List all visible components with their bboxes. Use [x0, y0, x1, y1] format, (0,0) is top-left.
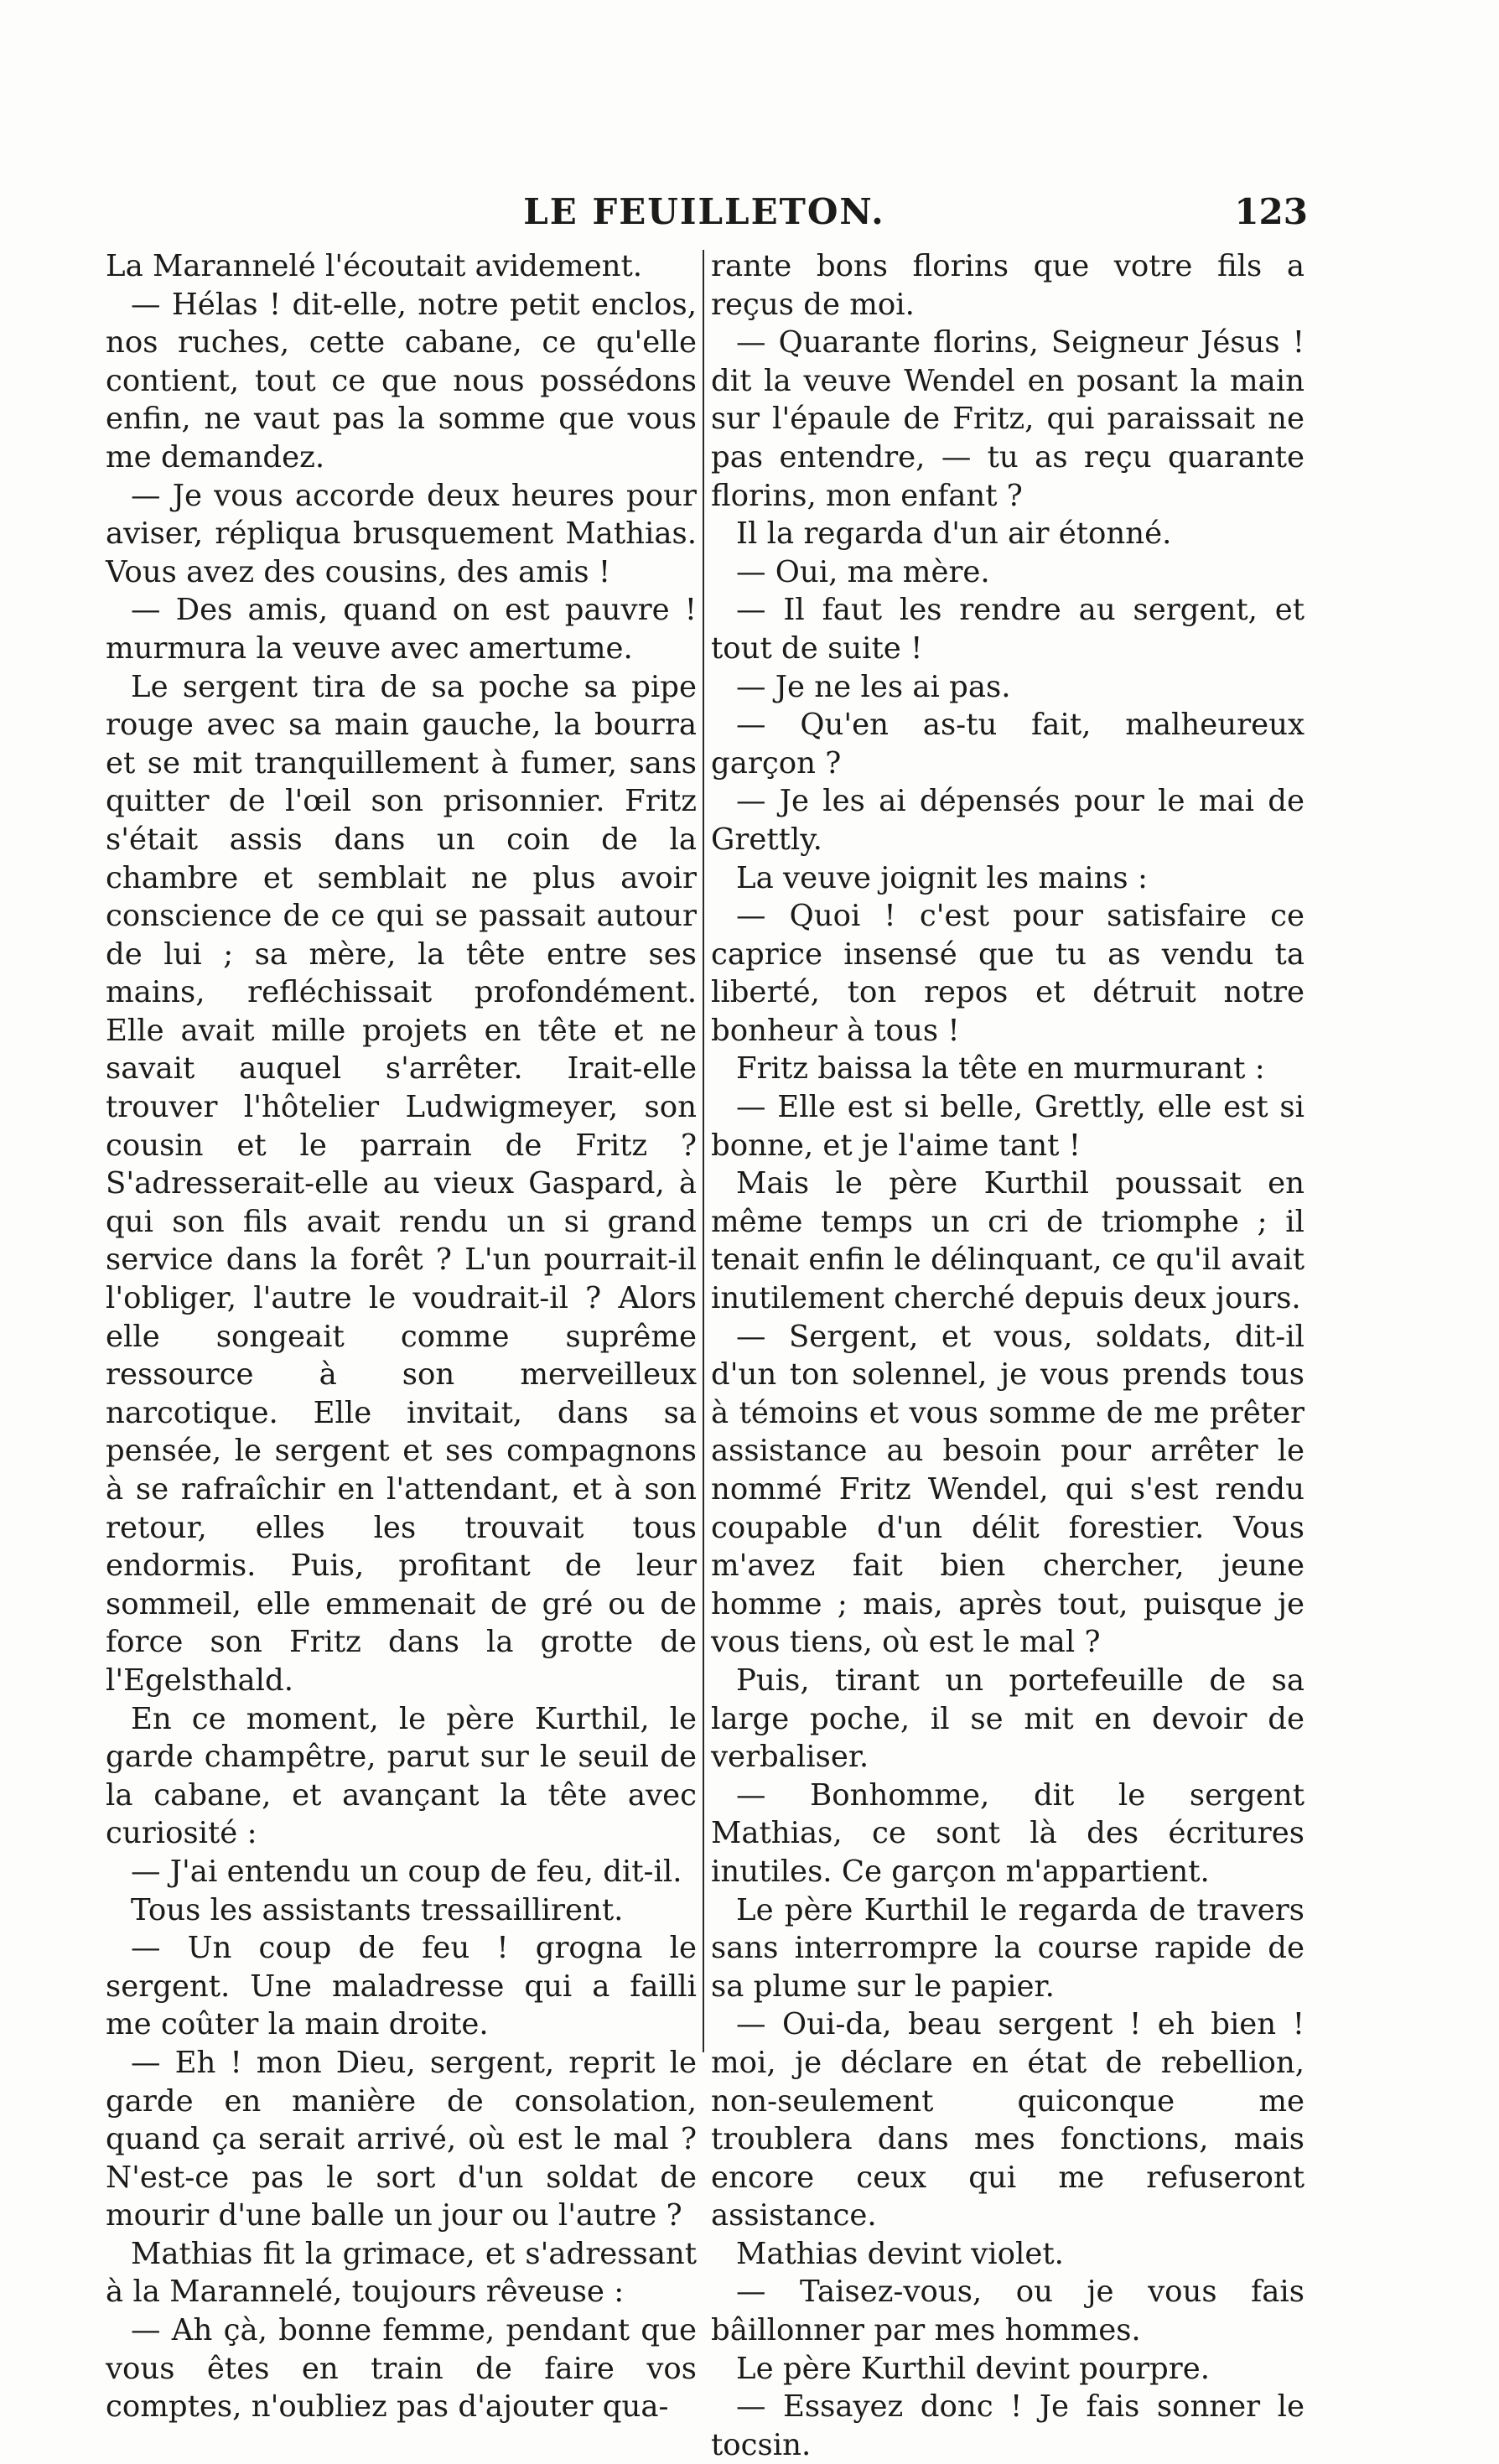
paragraph: — Elle est si belle, Grettly, elle est si bonne, et je l'aime tant !	[711, 1090, 1304, 1163]
page-title: LE FEUILLETON.	[523, 191, 885, 232]
paragraph: Mathias devint violet.	[736, 2236, 1064, 2271]
right-column	[711, 247, 1304, 2464]
paragraph: La veuve joignit les mains :	[736, 860, 1148, 895]
paragraph: — Qu'en as-tu fait, malheureux garçon ?	[711, 708, 1304, 781]
paragraph: — Sergent, et vous, soldats, dit-il d'un ton solennel, je vous prends tous à témoins et vous somme de me prêter assistance au besoin pour arrêter le nommé Fritz Wendel, qui s'est rendu coupable d'un délit forestier. Vous m'avez fait bien chercher, jeune homme ; mais, après tout, puisque je vous tiens, où est le mal ?	[711, 1319, 1304, 1660]
paragraph: — Hélas ! dit-elle, notre petit enclos, nos ruches, cette cabane, ce qu'elle contient, tout ce que nous possédons enfin, ne vaut pas la somme que vous me demandez.	[106, 287, 697, 475]
paragraph: Fritz baissa la tête en murmurant :	[736, 1051, 1265, 1087]
paragraph: — Je les ai dépensés pour le mai de Grettly.	[711, 784, 1304, 857]
paragraph: Mais le père Kurthil poussait en même temps un cri de triomphe ; il tenait enfin le délinquant, ce qu'il avait inutilement cherché depuis deux jours.	[711, 1166, 1304, 1316]
column-divider	[703, 250, 704, 2052]
paragraph: Mathias fit la grimace, et s'adressant à la Marannelé, toujours rêveuse :	[106, 2236, 697, 2310]
paragraph: Le père Kurthil devint pourpre.	[736, 2351, 1211, 2386]
paragraph: — Eh ! mon Dieu, sergent, reprit le garde en manière de consolation, quand ça serait arrivé, où est le mal ? N'est-ce pas le sort d'un soldat de mourir d'une balle un jour ou l'autre ?	[106, 2045, 697, 2233]
paragraph: — Je ne les ai pas.	[736, 669, 1011, 704]
paragraph: — Il faut les rendre au sergent, et tout de suite !	[711, 593, 1304, 666]
paragraph: Puis, tirant un portefeuille de sa large poche, il se mit en devoir de verbaliser.	[711, 1663, 1304, 1775]
paragraph: — Des amis, quand on est pauvre ! murmura la veuve avec amertume.	[106, 593, 697, 666]
paragraph: Il la regarda d'un air étonné.	[736, 516, 1172, 552]
paragraph: — Ah çà, bonne femme, pendant que vous êtes en train de faire vos comptes, n'oubliez pas d'ajouter qua-	[106, 2313, 697, 2425]
running-head	[101, 183, 1308, 241]
paragraph: Tous les assistants tressaillirent.	[131, 1892, 624, 1927]
left-column	[106, 247, 697, 2426]
paragraph: — Oui-da, beau sergent ! eh bien ! moi, je déclare en état de rebellion, non-seulement quiconque me troublera dans mes fonctions, mais encore ceux qui me refuseront assistance.	[711, 2007, 1304, 2233]
paragraph: La Marannelé l'écoutait avidement.	[106, 249, 643, 283]
paragraph: — Oui, ma mère.	[736, 554, 990, 589]
paragraph: Le père Kurthil le regarda de travers sans interrompre la course rapide de sa plume sur le papier.	[711, 1892, 1304, 2004]
paragraph: — Un coup de feu ! grogna le sergent. Une maladresse qui a failli me coûter la main droite.	[106, 1931, 697, 2042]
paragraph: — Essayez donc ! Je fais sonner le tocsin.	[711, 2389, 1304, 2462]
paragraph: rante bons florins que votre fils a reçus de moi.	[711, 249, 1304, 322]
page-number: 123	[1234, 191, 1308, 232]
paragraph: — Quarante florins, Seigneur Jésus ! dit la veuve Wendel en posant la main sur l'épaule de Fritz, qui paraissait ne pas entendre, — tu as reçu quarante florins, mon enfant ?	[711, 325, 1304, 513]
paragraph: — Je vous accorde deux heures pour aviser, répliqua brusquement Mathias. Vous avez des cousins, des amis !	[106, 478, 697, 589]
paragraph: — Bonhomme, dit le sergent Mathias, ce sont là des écritures inutiles. Ce garçon m'appartient.	[711, 1777, 1304, 1889]
paragraph: — Taisez-vous, ou je vous fais bâillonner par mes hommes.	[711, 2275, 1304, 2348]
paragraph: — J'ai entendu un coup de feu, dit-il.	[131, 1854, 682, 1889]
paragraph: — Quoi ! c'est pour satisfaire ce caprice insensé que tu as vendu ta liberté, ton repos et détruit notre bonheur à tous !	[711, 899, 1304, 1048]
paragraph: Le sergent tira de sa poche sa pipe rouge avec sa main gauche, la bourra et se mit tranquillement à fumer, sans quitter de l'œil son prisonnier. Fritz s'était assis dans un coin de la chambre et semblait ne plus avoir conscience de ce qui se passait autour de lui ; sa mère, la tête entre ses mains, refléchissait profondément. Elle avait mille projets en tête et ne savait auquel s'arrêter. Irait-elle trouver l'hôtelier Ludwigmeyer, son cousin et le parrain de Fritz ? S'adresserait-elle au vieux Gaspard, à qui son fils avait rendu un si grand service dans la forêt ? L'un pourrait-il l'obliger, l'autre le voudrait-il ? Alors elle songeait comme suprême ressource à son merveilleux narcotique. Elle invitait, dans sa pensée, le sergent et ses compagnons à se rafraîchir en l'attendant, et à son retour, elles les trouvait tous endormis. Puis, profitant de leur sommeil, elle emmenait de gré ou de force son Fritz dans la grotte de l'Egelsthald.	[106, 669, 697, 1698]
paragraph: En ce moment, le père Kurthil, le garde champêtre, parut sur le seuil de la cabane, et avançant la tête avec curiosité :	[106, 1701, 697, 1851]
